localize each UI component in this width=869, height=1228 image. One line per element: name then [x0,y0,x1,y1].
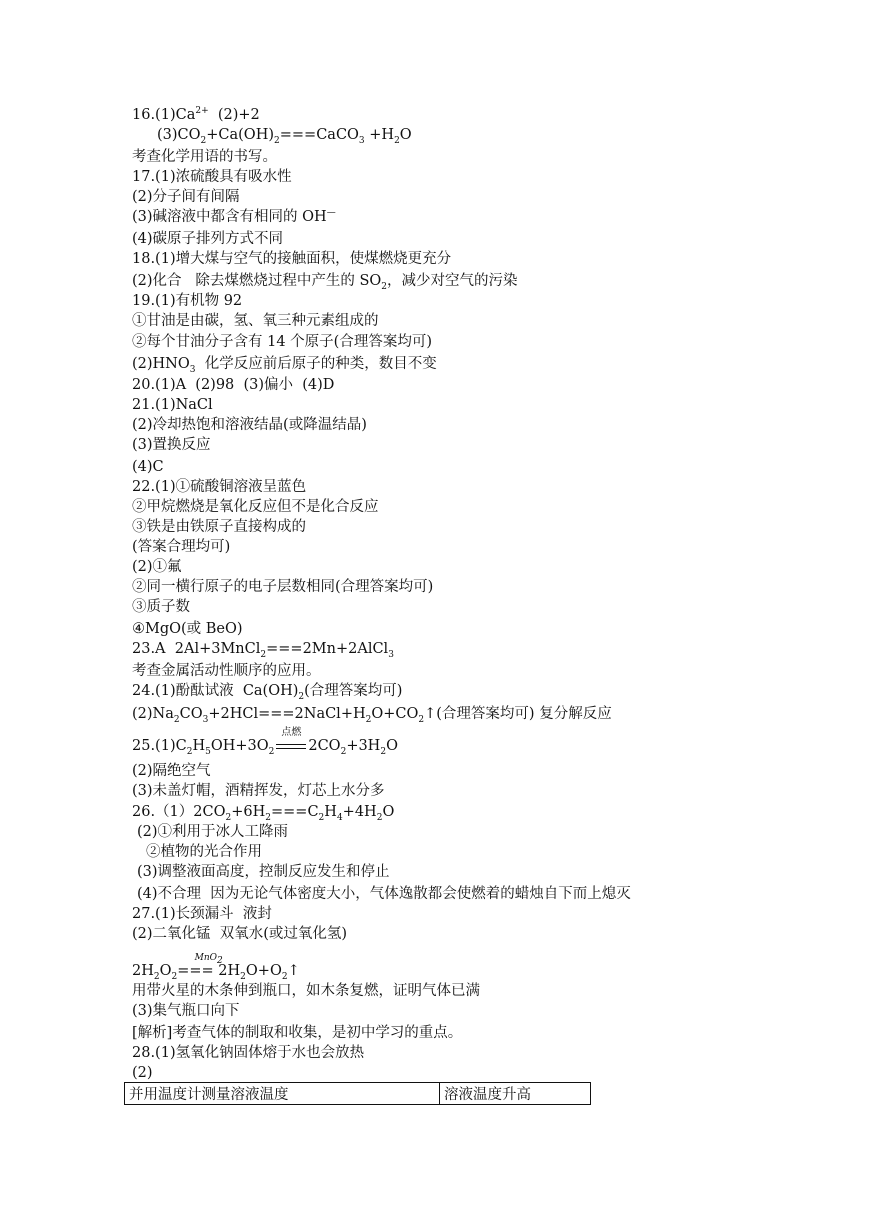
answer-28-line-1: 28.(1)氢氧化钠固体熔于水也会放热 [132,1045,365,1061]
answer-18-line-1: 18.(1)增大煤与空气的接触面积，使煤燃烧更充分 [132,251,452,267]
answer-17-line-2: (2)分子间有间隔 [132,189,240,205]
answer-28-line-2: (2) [132,1065,153,1081]
answer-22-line-3: ③铁是由铁原子直接构成的 [132,519,306,535]
table-row [125,1083,591,1105]
answer-22-line-4: (答案合理均可) [132,539,231,555]
answer-19-line-2: ①甘油是由碳，氢、氧三种元素组成的 [132,313,379,329]
answer-22-line-5: (2)①氟 [132,559,182,575]
answer-28-table [124,1082,591,1105]
catalyst-condition: MnO$_2$ === 2H [177,953,241,979]
answer-27-line-4: 用带火星的木条伸到瓶口，如木条复燃，证明气体已满 [132,983,480,999]
answer-18-line-2: (2)化合 除去煤燃烧过程中产生的 $SO_2$，减少对空气的污染 [132,273,518,292]
answer-19-line-4: $(2)HNO_3$ 化学反应前后原子的种类，数目不变 [132,356,437,375]
answer-19-line-3: ②每个甘油分子含有 14 个原子(合理答案均可) [132,334,432,350]
answer-24-line-1: 24.(1)酚酞试液 $Ca(OH)_2$(合理答案均可) [132,683,403,702]
answer-17-line-1: 17.(1)浓硫酸具有吸水性 [132,169,292,185]
answer-17-line-3: (3)碱溶液中都含有相同的 OH— [132,208,336,225]
answer-17-line-4: (4)碳原子排列方式不同 [132,231,284,247]
answer-26-line-1: $26.(1)2CO_2+6H_2===C_2H_4+4H_2O$ [132,804,395,823]
answer-16-line-2: $(3)CO_2+Ca(OH)_2===CaCO_3 +H_2O$ [157,127,412,146]
answer-20: 20.(1)A (2)98 (3)偏小 (4)D [132,377,335,393]
answer-22-line-2: ②甲烷燃烧是氧化反应但不是化合反应 [132,499,379,515]
answer-27-line-3: $2H_2O_2$ MnO$_2$ === $2H_2O+O_2↑$ [132,953,300,982]
answer-23-note: 考查金属活动性顺序的应用。 [132,663,321,679]
answer-27-line-1: 27.(1)长颈漏斗 液封 [132,906,272,922]
table-cell-operation: 并用温度计测量溶液温度 [125,1083,440,1105]
answer-25-line-1: $25.(1)C_2H_5OH+3O_2$ 点燃 $2CO_2+3H_2O$ [132,727,398,757]
answer-21-line-4: (4)C [132,459,164,475]
answer-22-line-6: ②同一横行原子的电子层数相同(合理答案均可) [132,579,434,595]
answer-19-line-1: 19.(1)有机物 92 [132,293,243,309]
answer-26-line-5: (4)不合理 因为无论气体密度大小，气体逸散都会使燃着的蜡烛自下而上熄灭 [137,886,631,902]
table-cell-result: 溶液温度升高 [440,1083,591,1105]
answer-26-line-2: (2)①利用于冰人工降雨 [137,824,289,840]
answer-22-line-1: 22.(1)①硫酸铜溶液呈蓝色 [132,479,307,495]
answer-16-line-1: $16.(1)Ca^{2+}$ (2)+2 [132,106,260,123]
answer-24-line-2: $(2)Na_2CO_3+2HCl===2NaCl+H_2O+CO_2↑$(合理答案均可) 复分解反应 [132,706,612,725]
answer-21-line-3: (3)置换反应 [132,437,211,453]
answer-27-line-2: (2)二氧化锰 双氧水(或过氧化氢) [132,926,348,942]
answer-16-note: 考查化学用语的书写。 [132,149,277,165]
answer-27-analysis: [解析]考查气体的制取和收集，是初中学习的重点。 [132,1025,463,1041]
answer-26-line-4: (3)调整液面高度，控制反应发生和停止 [137,864,390,880]
answer-22-line-8: ④MgO(或 BeO) [132,621,243,637]
reaction-condition: 点燃 [274,737,308,755]
answer-25-line-2: (2)隔绝空气 [132,763,211,779]
answer-26-line-3: ②植物的光合作用 [146,844,262,860]
answer-21-line-1: 21.(1)NaCl [132,397,213,413]
answer-22-line-7: ③质子数 [132,599,190,615]
answer-23-line-1: 23.A 2Al+3MnCl$_2$===2Mn+2AlCl$_3$ [132,641,394,660]
answer-27-line-5: (3)集气瓶口向下 [132,1003,240,1019]
answer-25-line-3: (3)未盖灯帽，酒精挥发，灯芯上水分多 [132,783,385,799]
answer-21-line-2: (2)冷却热饱和溶液结晶(或降温结晶) [132,417,367,433]
